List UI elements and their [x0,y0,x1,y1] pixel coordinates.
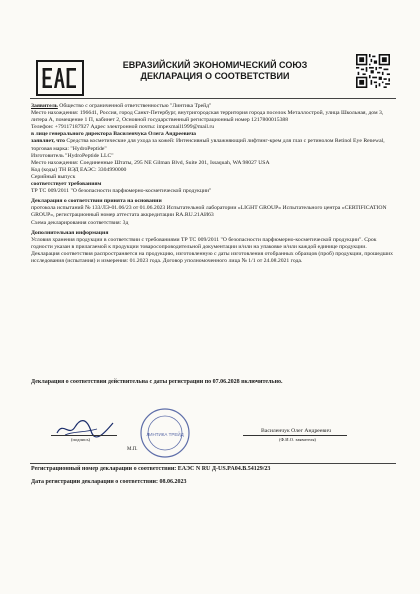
header-divider [30,98,396,99]
batch-type: Серийный выпуск [31,173,76,180]
name-line [243,435,347,436]
signature-line [51,435,117,436]
qr-code-icon [356,54,390,88]
eac-mark-icon [40,65,80,91]
declares-label: заявляет, что [31,138,65,145]
document-title: ДЕКЛАРАЦИЯ О СООТВЕТСТВИИ [140,71,290,81]
company-stamp [139,407,191,459]
applicant-phone: Телефон: +79117187927 Адрес электронной почты: impexmail1999@mail.ru [31,124,215,131]
name-caption: (Ф.И.О. заявителя) [279,437,316,442]
applicant-location [31,110,393,124]
manufacturer-location: Место нахождения: Соединенные Штаты, 295 NE Gilman Blvd, Suite 201, Issaquah, WA 98027 USA [31,159,270,166]
requirements-label: соответствует требованиям [31,181,102,188]
union-title: ЕВРАЗИЙСКИЙ ЭКОНОМИЧЕСКИЙ СОЮЗ [122,60,308,70]
applicant-name: Общество с ограниченной ответственностью "Линтика Трейд" [57,103,212,109]
scheme-text: Схема декларирования соответствия: 3д [31,219,129,226]
document-header [100,60,330,82]
hs-code: Код (коды) ТН ВЭД ЕАЭС: 3304990000 [31,166,127,173]
eac-logo [36,60,84,96]
applicant-label: Заявитель [31,103,58,109]
registration-date: Дата регистрации декларации о соответствии: 08.06.2023 [31,479,187,485]
applicant-director: в лице генерального директора Василенчука Олега Андреевича [31,131,197,138]
registration-divider [30,463,396,464]
additional-text: Условия хранения продукции в соответствии с требованиями ТР ТС 009/2011 "О безопасности парфюмерно-косметической продукции". Срок годности указан в прилагаемой к продукции товаросопроводительной документации и/или на упаковке и/или каждой единице продукции. Декларация соответствия распространяется на продукцию, изготовленную с даты изготовления отобранных образцов (проб) продукции, прошедших исследования (испытания) и измерения: 01.2023 года. Договор уполномоченного лица № 1/1 от 24.08.2021 года. [31,236,394,264]
signatory-name: Василенчук Олег Андреевич [261,428,331,434]
signature-block [31,395,393,455]
basis-text: протокола испытаний № 133/ЛЭ-01.06/23 от 01.06.2023 Испытательной лаборатории «LIGHT GROUP» Испытательного центра «CERTIFICATION GROUP», регистрационный номер аттестата аккредитации RA.RU.21АИ63 [31,205,387,219]
additional-label: Дополнительная информация [31,229,109,236]
basis-label: Декларация о соответствии принята на основании [31,198,162,205]
requirements-text: ТР ТС 009/2011 "О безопасности парфюмерно-косметической продукции" [31,188,212,195]
declaration-body [31,103,393,265]
signature-caption: (подпись) [71,437,91,442]
declares-line [31,138,393,152]
location-text: 196641, Россия, город Санкт-Петербург, внутригородская территория города поселок Металлострой, улица Школьная, дом 3, литера А, помещение 1 П, кабинет 2, Основной государственный регистрационный номер 1217800015388 [31,110,384,124]
stamp-text: ЛИНТИКА ТРЕЙД [146,432,184,437]
product-description: Средства косметические для ухода за кожей: Интенсивный увлажняющий лифтинг-крем для глаз с ретинолом Retinol Eye Renewal, торговая марка: "HydroPeptide" [31,138,385,152]
location-label: Место нахождения: [31,110,79,117]
seal-label: М.П. [127,447,138,452]
manufacturer-name: Изготовитель "HydroPeptide LLC" [31,152,114,159]
registration-number: Регистрационный номер декларации о соответствии: ЕАЭС N RU Д-US.PA04.B.54129/23 [31,466,271,472]
validity-statement: Декларация о соответствии действительна с даты регистрации по 07.06.2028 включительно. [31,379,283,385]
